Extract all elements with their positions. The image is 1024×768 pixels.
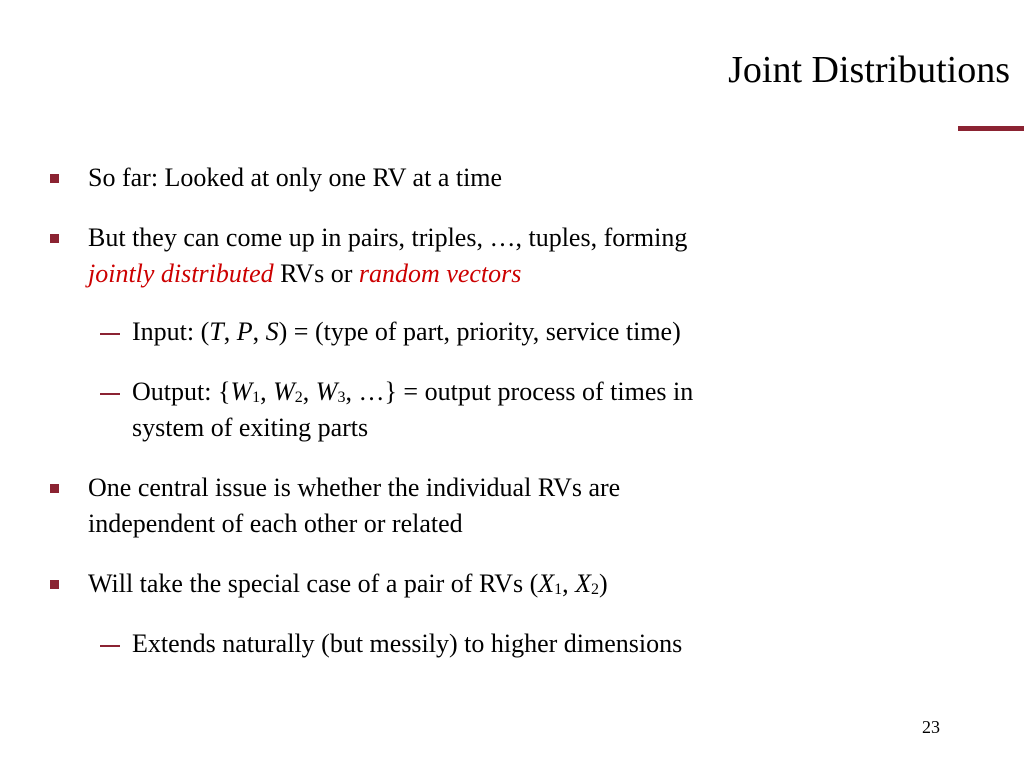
output-pre: Output: { bbox=[132, 377, 231, 406]
slide-title: Joint Distributions bbox=[728, 49, 1010, 91]
comma: , bbox=[223, 317, 237, 346]
dash-bullet-icon bbox=[100, 393, 120, 395]
subscript-2: 2 bbox=[591, 581, 600, 598]
subscript-1: 1 bbox=[554, 581, 563, 598]
bullet-2-line1: But they can come up in pairs, triples, …, tuples, forming bbox=[88, 223, 688, 252]
bullet-4-post: ) bbox=[599, 569, 608, 598]
square-bullet-icon bbox=[50, 484, 59, 493]
bullet-3-line2: independent of each other or related bbox=[88, 509, 463, 538]
bullet-2-mid: RVs or bbox=[273, 259, 359, 288]
comma: , bbox=[252, 317, 266, 346]
input-post: ) = (type of part, priority, service time) bbox=[278, 317, 681, 346]
subbullet-input bbox=[132, 314, 972, 350]
var-W: W bbox=[315, 377, 338, 406]
extends-text: Extends naturally (but messily) to higher dimensions bbox=[132, 629, 683, 658]
var-S: S bbox=[265, 317, 279, 346]
var-X: X bbox=[575, 569, 592, 598]
square-bullet-icon bbox=[50, 234, 59, 243]
comma: , bbox=[562, 569, 576, 598]
page-number: 23 bbox=[922, 717, 940, 737]
var-X: X bbox=[538, 569, 555, 598]
subbullet-extends bbox=[132, 626, 972, 662]
comma: , bbox=[260, 377, 274, 406]
bullet-3 bbox=[88, 470, 988, 542]
random-vectors-emphasis: random vectors bbox=[358, 259, 522, 288]
var-T: T bbox=[209, 317, 224, 346]
title-underline bbox=[958, 126, 1024, 131]
subbullet-output bbox=[132, 374, 972, 446]
bullet-4 bbox=[88, 566, 988, 602]
square-bullet-icon bbox=[50, 174, 59, 183]
input-pre: Input: ( bbox=[132, 317, 210, 346]
bullet-3-line1: One central issue is whether the individual RVs are bbox=[88, 473, 621, 502]
subscript-3: 3 bbox=[337, 389, 346, 406]
jointly-distributed-emphasis: jointly distributed bbox=[88, 259, 274, 288]
dash-bullet-icon bbox=[100, 645, 120, 647]
bullet-4-pre: Will take the special case of a pair of RVs ( bbox=[88, 569, 539, 598]
bullet-2 bbox=[88, 220, 988, 292]
subscript-2: 2 bbox=[294, 389, 303, 406]
bullet-1-text: So far: Looked at only one RV at a time bbox=[88, 163, 503, 192]
square-bullet-icon bbox=[50, 580, 59, 589]
output-line2: system of exiting parts bbox=[132, 413, 369, 442]
output-post: , …} = output process of times in bbox=[345, 377, 694, 406]
bullet-1 bbox=[88, 160, 988, 196]
subscript-1: 1 bbox=[252, 389, 261, 406]
var-P: P bbox=[236, 317, 253, 346]
var-W: W bbox=[273, 377, 295, 406]
comma: , bbox=[302, 377, 316, 406]
dash-bullet-icon bbox=[100, 333, 120, 335]
var-W: W bbox=[230, 377, 253, 406]
